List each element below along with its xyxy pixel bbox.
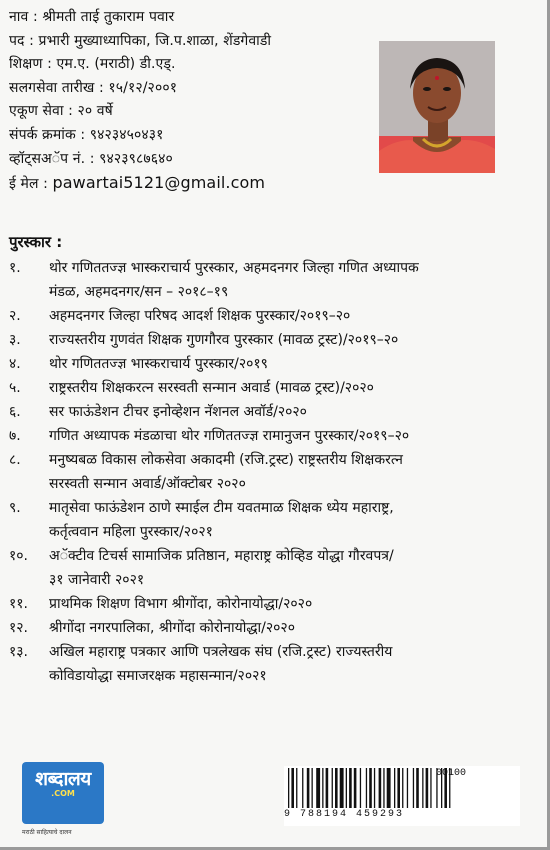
barcode-bar [397, 768, 400, 808]
info-label: पद [9, 32, 25, 49]
award-line [9, 640, 539, 664]
barcode-bar [430, 768, 431, 808]
isbn-number: 9 788194 459293 [284, 809, 405, 820]
barcode-bar [316, 768, 320, 808]
info-label: सलगसेवा तारीख [9, 79, 95, 96]
award-number: ८. [9, 452, 21, 468]
info-value: प्रभारी मुख्याध्यापिका, जि.प.शाळा, शेंडगेवाडी [38, 32, 272, 49]
barcode-bar [407, 768, 408, 808]
award-line [9, 352, 539, 376]
barcode-bar [402, 768, 403, 808]
award-number: १. [9, 260, 21, 276]
info-line [9, 77, 369, 101]
award-text: श्रीगोंदा नगरपालिका, श्रीगोंदा कोरोनायोद्धा/२०२० [49, 620, 295, 636]
info-value: ९४२३४५०४३१ [89, 126, 164, 143]
barcode-bar [346, 768, 347, 808]
info-value[interactable]: pawartai5121@gmail.com [52, 173, 266, 193]
barcode-bar [366, 768, 367, 808]
award-number: १०. [9, 548, 29, 564]
award-line [9, 304, 539, 328]
award-text: राष्ट्रस्तरीय शिक्षकरत्न सरस्वती सन्मान अवार्ड (मावळ ट्रस्ट)/२०२० [49, 380, 374, 396]
barcode-bar [416, 768, 419, 808]
award-number [9, 472, 49, 496]
award-text: सर फाऊंडेशन टीचर इनोव्हेशन नॅशनल अवॉर्ड/२०२० [49, 404, 307, 420]
barcode-bar [288, 768, 289, 808]
award-line [9, 568, 539, 592]
barcode-bar [326, 768, 329, 808]
author-info [9, 6, 369, 197]
info-line [9, 171, 369, 197]
award-line [9, 496, 539, 520]
award-line [9, 616, 539, 640]
award-text: थोर गणिततज्ज्ञ भास्कराचार्य पुरस्कार, अहमदनगर जिल्हा गणित अध्यापक [49, 260, 419, 276]
award-number: १२. [9, 620, 29, 636]
info-separator: : [85, 150, 100, 167]
barcode-bar [360, 768, 361, 808]
info-line [9, 30, 369, 54]
awards-list [9, 256, 539, 688]
award-text: कोविडायोद्धा समाजरक्षक महासन्मान/२०२१ [49, 668, 267, 684]
award-line [9, 592, 539, 616]
info-line [9, 124, 369, 148]
awards-heading: पुरस्कार : [9, 233, 63, 251]
award-text: अखिल महाराष्ट्र पत्रकार आणि पत्रलेखक संघ (रजि.ट्रस्ट) राज्यस्तरीय [49, 644, 393, 660]
info-value: १५/१२/२००१ [108, 79, 178, 96]
info-separator: : [24, 32, 39, 49]
award-text: राज्यस्तरीय गुणवंत शिक्षक गुणगौरव पुरस्कार (मावळ ट्रस्ट)/२०१९–२० [49, 332, 399, 348]
award-number: ९. [9, 500, 21, 516]
barcode-bar [291, 768, 294, 808]
barcode-bar [332, 768, 333, 808]
award-number: ११. [9, 596, 29, 612]
barcode-bar [335, 768, 338, 808]
info-line [9, 100, 369, 124]
barcode-icon [284, 766, 520, 810]
award-number: ६. [9, 404, 21, 420]
award-text: मनुष्यबळ विकास लोकसेवा अकादमी (रजि.ट्रस्ट) राष्ट्रस्तरीय शिक्षकरत्न [49, 452, 403, 468]
award-text: अॅक्टीव टिचर्स सामाजिक प्रतिष्ठान, महाराष्ट्र कोव्हिड योद्धा गौरवपत्र/ [49, 548, 394, 564]
price-code: 00100 [436, 768, 467, 779]
publisher-logo-suffix: .COM [51, 789, 75, 798]
barcode-bar [374, 768, 375, 808]
barcode-bar [307, 768, 310, 808]
barcode-bar [354, 768, 357, 808]
award-text: सरस्वती सन्मान अवार्ड/ऑक्टोबर २०२० [49, 476, 246, 492]
publisher-logo [22, 762, 104, 824]
info-label: व्हॉट्सअॅप नं. [9, 150, 86, 167]
barcode-bar [349, 768, 352, 808]
info-separator: : [42, 56, 57, 73]
award-number [9, 280, 49, 304]
barcode-bar [312, 768, 313, 808]
barcode-bar [387, 768, 391, 808]
info-value: श्रीमती ताई तुकाराम पवार [42, 9, 175, 25]
award-line [9, 448, 539, 472]
award-text: प्राथमिक शिक्षण विभाग श्रीगोंदा, कोरोनायोद्धा/२०२० [49, 596, 313, 612]
info-label: एकूण सेवा [9, 103, 64, 120]
info-separator: : [28, 9, 43, 25]
info-label: ई मेल [9, 176, 39, 193]
award-number: ५. [9, 380, 21, 396]
info-separator: : [63, 103, 78, 120]
award-number: ७. [9, 428, 21, 444]
award-line [9, 328, 539, 352]
info-value: ९४२३९८७६४० [99, 150, 173, 167]
award-line [9, 472, 539, 496]
barcode-bar [379, 768, 382, 808]
award-text: कर्तृत्ववान महिला पुरस्कार/२०२१ [49, 524, 213, 540]
info-line [9, 6, 369, 30]
barcode-bar [383, 768, 384, 808]
barcode-bar [369, 768, 372, 808]
award-number: २. [9, 308, 21, 324]
award-line [9, 376, 539, 400]
award-text: ३१ जानेवारी २०२१ [49, 572, 145, 588]
info-line [9, 148, 369, 172]
award-text: मातृसेवा फाऊंडेशन ठाणे स्माईल टीम यवतमाळ शिक्षक ध्येय महाराष्ट्र, [49, 500, 394, 516]
barcode-bar [302, 768, 303, 808]
barcode-bar [296, 768, 297, 808]
publisher-tagline: मराठी साहित्याचे दालन [22, 829, 72, 836]
award-text: मंडळ, अहमदनगर/सन – २०१८–१९ [49, 284, 229, 300]
award-number: १३. [9, 644, 29, 660]
award-line [9, 400, 539, 424]
barcode-bar [340, 768, 344, 808]
info-separator: : [75, 126, 90, 143]
award-text: गणित अध्यापक मंडळाचा थोर गणिततज्ज्ञ रामानुजन पुरस्कार/२०१९–२० [49, 428, 410, 444]
info-separator: : [94, 79, 109, 96]
barcode-bar [422, 768, 423, 808]
award-line [9, 256, 539, 280]
author-photo [379, 41, 495, 173]
info-separator: : [38, 176, 53, 193]
award-line [9, 664, 539, 688]
barcode-bar [413, 768, 414, 808]
award-line [9, 280, 539, 304]
award-number: ४. [9, 356, 21, 372]
info-label: शिक्षण [9, 56, 43, 73]
award-number: ३. [9, 332, 21, 348]
info-label: संपर्क क्रमांक [9, 126, 76, 143]
info-value: २० वर्षे [77, 103, 113, 120]
info-line [9, 53, 369, 77]
award-line [9, 520, 539, 544]
barcode-bar [426, 768, 429, 808]
award-number [9, 568, 49, 592]
award-number [9, 520, 49, 544]
info-value: एम.ए. (मराठी) डी.एड्. [56, 56, 176, 73]
award-number [9, 664, 49, 688]
award-text: अहमदनगर जिल्हा परिषद आदर्श शिक्षक पुरस्कार/२०१९–२० [49, 308, 351, 324]
award-line [9, 544, 539, 568]
barcode-bar [394, 768, 395, 808]
award-line [9, 424, 539, 448]
publisher-logo-text: शब्दालय [35, 768, 91, 790]
barcode-bar [322, 768, 323, 808]
info-label: नाव [9, 9, 29, 25]
award-text: थोर गणिततज्ज्ञ भास्कराचार्य पुरस्कार/२०१९ [49, 356, 268, 372]
